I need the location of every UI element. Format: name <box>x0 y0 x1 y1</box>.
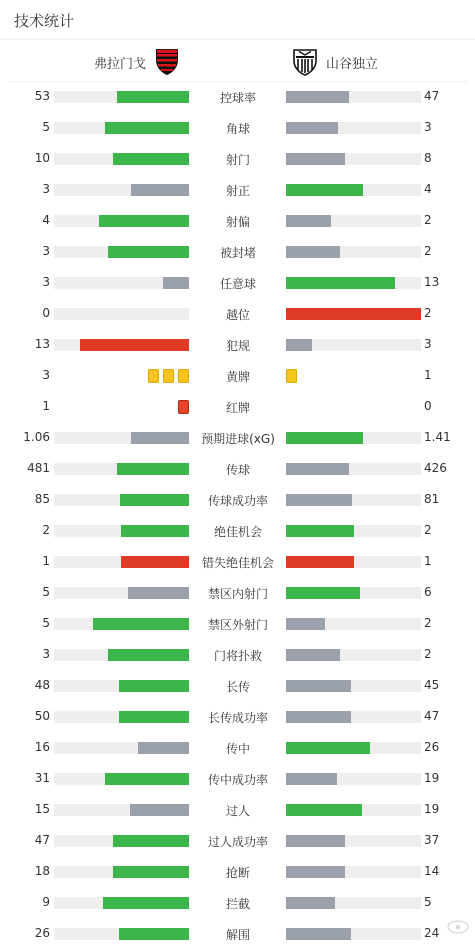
yellow-card-icon <box>286 369 297 383</box>
away-value: 5 <box>424 895 432 909</box>
home-bar-fill <box>120 494 189 506</box>
stat-label: 传中 <box>225 742 250 756</box>
stats-list <box>0 81 475 949</box>
home-value: 85 <box>34 492 50 506</box>
page-title: 技术统计 <box>14 12 75 30</box>
away-value: 2 <box>424 213 432 227</box>
stat-row <box>0 918 475 949</box>
home-bar-track <box>54 556 189 568</box>
away-bar-fill <box>286 897 335 909</box>
away-value: 6 <box>424 585 432 599</box>
away-value: 4 <box>424 182 432 196</box>
home-cards <box>148 369 189 383</box>
home-bar-track <box>54 525 189 537</box>
home-bar-fill <box>117 463 189 475</box>
away-value: 19 <box>424 802 440 816</box>
away-value: 37 <box>424 833 440 847</box>
stat-label: 过人成功率 <box>207 835 268 849</box>
home-bar-track <box>54 432 189 444</box>
away-bar-track <box>286 432 421 444</box>
stat-label: 射门 <box>225 153 250 167</box>
home-bar-fill <box>80 339 189 351</box>
away-bar-fill <box>286 711 351 723</box>
away-bar-track <box>286 308 421 320</box>
stat-label: 角球 <box>225 122 250 136</box>
away-bar-fill <box>286 835 345 847</box>
home-value: 0 <box>42 306 50 320</box>
yellow-card-icon <box>163 369 174 383</box>
home-value: 3 <box>42 182 50 196</box>
stat-label: 预期进球(xG) <box>201 432 275 446</box>
away-bar-track <box>286 215 421 227</box>
stat-row <box>0 391 475 422</box>
home-bar-fill <box>113 153 189 165</box>
home-bar-fill <box>103 897 189 909</box>
away-bar-track <box>286 711 421 723</box>
stat-row <box>0 329 475 360</box>
stat-label: 传球 <box>225 463 250 477</box>
red-card-icon <box>178 400 189 414</box>
away-bar-track <box>286 587 421 599</box>
home-value: 3 <box>42 647 50 661</box>
away-value: 19 <box>424 771 440 785</box>
home-value: 50 <box>34 709 50 723</box>
stat-row <box>0 856 475 887</box>
home-bar-fill <box>138 742 189 754</box>
home-value: 10 <box>34 151 50 165</box>
away-bar-fill <box>286 215 331 227</box>
stat-row <box>0 236 475 267</box>
home-bar-fill <box>113 835 189 847</box>
home-bar-track <box>54 618 189 630</box>
away-value: 426 <box>424 461 447 475</box>
home-bar-fill <box>121 525 189 537</box>
home-bar-track <box>54 308 189 320</box>
away-value: 24 <box>424 926 440 940</box>
away-bar-track <box>286 804 421 816</box>
stat-row <box>0 577 475 608</box>
away-value: 1 <box>424 368 432 382</box>
stat-label: 越位 <box>225 308 250 322</box>
home-bar-fill <box>119 711 189 723</box>
stat-row <box>0 887 475 918</box>
stat-row <box>0 484 475 515</box>
away-value: 2 <box>424 616 432 630</box>
away-bar-track <box>286 463 421 475</box>
away-bar-track <box>286 277 421 289</box>
away-team <box>292 48 378 76</box>
home-bar-track <box>54 742 189 754</box>
away-bar-track <box>286 525 421 537</box>
home-value: 18 <box>34 864 50 878</box>
stat-row <box>0 205 475 236</box>
away-bar-fill <box>286 184 363 196</box>
stat-label: 禁区内射门 <box>207 587 268 601</box>
home-bar-track <box>54 928 189 940</box>
stat-row <box>0 112 475 143</box>
away-bar-fill <box>286 742 370 754</box>
away-bar-track <box>286 153 421 165</box>
away-bar-track <box>286 928 421 940</box>
home-bar-track <box>54 649 189 661</box>
away-bar-track <box>286 91 421 103</box>
flamengo-crest-icon <box>154 48 180 76</box>
stat-label: 被封堵 <box>219 246 256 260</box>
away-bar-fill <box>286 866 345 878</box>
home-value: 53 <box>34 89 50 103</box>
stat-label: 长传 <box>225 680 250 694</box>
home-bar-fill <box>113 866 189 878</box>
home-bar-fill <box>108 246 189 258</box>
away-value: 3 <box>424 120 432 134</box>
stat-row <box>0 81 475 112</box>
away-bar-track <box>286 835 421 847</box>
away-value: 1 <box>424 554 432 568</box>
stat-label: 射偏 <box>225 215 250 229</box>
yellow-card-icon <box>178 369 189 383</box>
away-value: 14 <box>424 864 440 878</box>
stat-row <box>0 422 475 453</box>
stat-label: 传中成功率 <box>207 773 268 787</box>
away-bar-fill <box>286 773 337 785</box>
home-bar-fill <box>130 804 189 816</box>
section-header <box>0 0 475 40</box>
stat-label: 射正 <box>225 184 250 198</box>
stat-row <box>0 546 475 577</box>
home-bar-fill <box>105 773 189 785</box>
away-bar-fill <box>286 649 340 661</box>
away-value: 3 <box>424 337 432 351</box>
stat-row <box>0 639 475 670</box>
stat-row <box>0 174 475 205</box>
home-team-name: 弗拉门戈 <box>93 56 146 72</box>
teams-header <box>8 40 467 82</box>
home-value: 13 <box>34 337 50 351</box>
home-value: 31 <box>34 771 50 785</box>
home-bar-track <box>54 153 189 165</box>
away-bar-track <box>286 866 421 878</box>
watermark-icon <box>447 920 469 934</box>
home-bar-track <box>54 463 189 475</box>
stat-row <box>0 515 475 546</box>
away-bar-fill <box>286 556 354 568</box>
away-bar-track <box>286 618 421 630</box>
stat-row <box>0 732 475 763</box>
stat-label: 解围 <box>225 928 250 942</box>
home-bar-track <box>54 711 189 723</box>
home-bar-fill <box>131 432 189 444</box>
away-bar-track <box>286 556 421 568</box>
stat-label: 传球成功率 <box>207 494 268 508</box>
away-team-name: 山谷独立 <box>326 56 379 72</box>
stat-row <box>0 763 475 794</box>
away-bar-fill <box>286 153 345 165</box>
home-bar-track <box>54 773 189 785</box>
stat-row <box>0 794 475 825</box>
home-value: 15 <box>34 802 50 816</box>
stat-row <box>0 608 475 639</box>
away-bar-fill <box>286 618 325 630</box>
away-bar-track <box>286 742 421 754</box>
home-value: 1 <box>42 554 50 568</box>
home-bar-track <box>54 122 189 134</box>
home-bar-fill <box>163 277 189 289</box>
home-bar-fill <box>128 587 189 599</box>
home-bar-fill <box>99 215 189 227</box>
stat-label: 禁区外射门 <box>207 618 268 632</box>
away-bar-fill <box>286 463 349 475</box>
home-bar-fill <box>131 184 189 196</box>
home-bar-track <box>54 897 189 909</box>
stat-label: 黄牌 <box>225 370 250 384</box>
home-bar-track <box>54 680 189 692</box>
home-value: 3 <box>42 244 50 258</box>
away-value: 45 <box>424 678 440 692</box>
home-value: 2 <box>42 523 50 537</box>
away-bar-track <box>286 680 421 692</box>
home-bar-track <box>54 804 189 816</box>
home-value: 481 <box>27 461 50 475</box>
home-team <box>94 48 180 76</box>
away-value: 8 <box>424 151 432 165</box>
away-value: 2 <box>424 244 432 258</box>
away-bar-fill <box>286 432 363 444</box>
away-bar-track <box>286 246 421 258</box>
away-bar-track <box>286 339 421 351</box>
home-value: 48 <box>34 678 50 692</box>
away-bar-fill <box>286 122 338 134</box>
away-value: 47 <box>424 89 440 103</box>
stat-label: 过人 <box>225 804 250 818</box>
home-bar-fill <box>119 680 189 692</box>
away-cards <box>286 369 297 383</box>
away-value: 2 <box>424 647 432 661</box>
away-bar-fill <box>286 91 349 103</box>
home-value: 4 <box>42 213 50 227</box>
stat-label: 绝佳机会 <box>213 525 262 539</box>
away-value: 13 <box>424 275 440 289</box>
home-bar-track <box>54 91 189 103</box>
home-value: 9 <box>42 895 50 909</box>
stat-label: 错失绝佳机会 <box>201 556 274 570</box>
home-value: 1.06 <box>23 430 50 444</box>
stat-row <box>0 267 475 298</box>
away-value: 1.41 <box>424 430 451 444</box>
away-bar-track <box>286 494 421 506</box>
home-value: 3 <box>42 368 50 382</box>
home-value: 3 <box>42 275 50 289</box>
stat-row <box>0 298 475 329</box>
home-value: 1 <box>42 399 50 413</box>
away-value: 81 <box>424 492 440 506</box>
stat-row <box>0 360 475 391</box>
away-bar-fill <box>286 804 362 816</box>
home-bar-fill <box>105 122 189 134</box>
stat-row <box>0 143 475 174</box>
yellow-card-icon <box>148 369 159 383</box>
stat-row <box>0 825 475 856</box>
away-bar-fill <box>286 680 351 692</box>
home-value: 5 <box>42 616 50 630</box>
stat-label: 任意球 <box>219 277 256 291</box>
home-bar-fill <box>121 556 189 568</box>
stat-label: 控球率 <box>219 91 256 105</box>
home-cards <box>178 400 189 414</box>
home-bar-fill <box>119 928 189 940</box>
home-bar-track <box>54 215 189 227</box>
home-value: 5 <box>42 120 50 134</box>
away-bar-fill <box>286 494 352 506</box>
stat-label: 犯规 <box>225 339 250 353</box>
away-value: 2 <box>424 306 432 320</box>
away-bar-track <box>286 184 421 196</box>
away-bar-track <box>286 122 421 134</box>
stat-row <box>0 701 475 732</box>
independiente-del-valle-crest-icon <box>292 48 318 76</box>
home-bar-fill <box>93 618 189 630</box>
stat-label: 抢断 <box>225 866 250 880</box>
away-bar-fill <box>286 246 340 258</box>
away-value: 26 <box>424 740 440 754</box>
home-value: 26 <box>34 926 50 940</box>
away-value: 2 <box>424 523 432 537</box>
home-value: 16 <box>34 740 50 754</box>
home-value: 47 <box>34 833 50 847</box>
stat-label: 红牌 <box>225 401 250 415</box>
stat-row <box>0 670 475 701</box>
home-bar-fill <box>108 649 189 661</box>
home-bar-track <box>54 339 189 351</box>
away-bar-fill <box>286 339 312 351</box>
away-value: 47 <box>424 709 440 723</box>
away-bar-track <box>286 649 421 661</box>
away-bar-track <box>286 773 421 785</box>
away-bar-fill <box>286 928 351 940</box>
home-value: 5 <box>42 585 50 599</box>
home-bar-track <box>54 494 189 506</box>
away-bar-fill <box>286 587 360 599</box>
away-bar-fill <box>286 525 354 537</box>
stat-label: 拦截 <box>225 897 250 911</box>
away-bar-fill <box>286 308 421 320</box>
away-bar-track <box>286 897 421 909</box>
home-bar-track <box>54 184 189 196</box>
home-bar-fill <box>117 91 189 103</box>
stat-label: 门将扑救 <box>213 649 262 663</box>
home-bar-track <box>54 866 189 878</box>
home-bar-track <box>54 835 189 847</box>
home-bar-track <box>54 246 189 258</box>
home-bar-track <box>54 277 189 289</box>
home-bar-track <box>54 587 189 599</box>
stat-label: 长传成功率 <box>207 711 268 725</box>
stat-row <box>0 453 475 484</box>
away-bar-fill <box>286 277 395 289</box>
away-value: 0 <box>424 399 432 413</box>
